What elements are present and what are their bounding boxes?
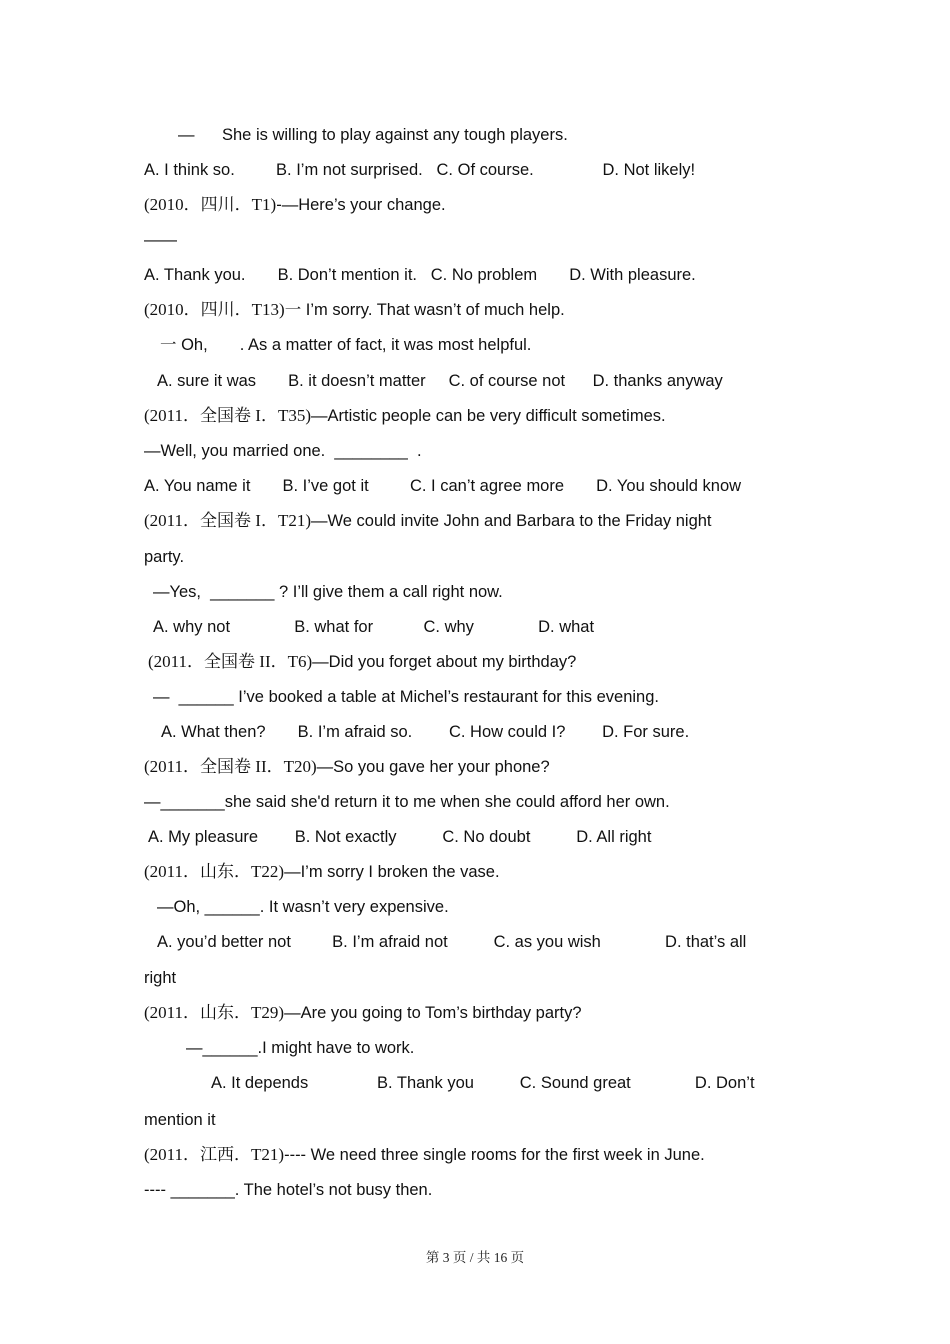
dialogue-line: 一 Oh, . As a matter of fact, it was most helpful. (160, 336, 532, 354)
question-source: (2011．山东．T29) (144, 1003, 285, 1022)
question-source: (2011．全国卷 I．T35) (144, 406, 311, 425)
question-source: (2011．全国卷 I．T21) (144, 511, 311, 530)
answer-options: A. you’d better not B. I’m afraid not C. as you wish D. that’s all (157, 933, 747, 951)
question-line (144, 757, 550, 777)
question-line (144, 195, 446, 215)
question-line (144, 511, 712, 531)
answer-options: A. sure it was B. it doesn’t matter C. of course not D. thanks anyway (157, 372, 723, 390)
question-text: —Did you forget about my birthday? (312, 653, 577, 671)
question-text: —I’m sorry I broken the vase. (284, 863, 500, 881)
question-source: (2010．四川．T13) (144, 300, 285, 319)
question-text: —We could invite John and Barbara to the Friday night (311, 512, 712, 530)
question-line (144, 406, 666, 426)
dialogue-line: — ______ I’ve booked a table at Michel’s restaurant for this evening. (153, 688, 659, 706)
question-source: (2011．江西．T21) (144, 1145, 285, 1164)
question-text: 一 I’m sorry. That wasn’t of much help. (284, 301, 565, 319)
question-source: (2011．全国卷 II．T20) (144, 757, 317, 776)
dialogue-line: — She is willing to play against any tough players. (178, 126, 568, 144)
answer-options: A. I think so. B. I’m not surprised. C. Of course. D. Not likely! (144, 161, 696, 179)
dialogue-line: —______.I might have to work. (186, 1039, 415, 1057)
answer-options: A. My pleasure B. Not exactly C. No doubt D. All right (148, 828, 652, 846)
question-source: (2011．山东．T22) (144, 862, 285, 881)
answer-options: A. Thank you. B. Don’t mention it. C. No problem D. With pleasure. (144, 266, 696, 284)
page-number-footer: 第 3 页 / 共 16 页 (425, 1250, 525, 1265)
answer-options: A. It depends B. Thank you C. Sound great D. Don’t (211, 1074, 755, 1092)
question-text: —Artistic people can be very difficult sometimes. (311, 407, 666, 425)
question-line (148, 652, 576, 672)
question-line (144, 300, 565, 320)
question-text: -—Here’s your change. (276, 196, 446, 214)
answer-options: A. why not B. what for C. why D. what (153, 618, 595, 636)
answer-options: A. You name it B. I’ve got it C. I can’t agree more D. You should know (144, 477, 742, 495)
question-line (144, 1003, 582, 1023)
dialogue-line: —— (144, 231, 177, 249)
answer-options: A. What then? B. I’m afraid so. C. How could I? D. For sure. (161, 723, 690, 741)
question-line (144, 1145, 705, 1165)
question-text: ---- We need three single rooms for the first week in June. (284, 1146, 705, 1164)
question-source: (2011．全国卷 II．T6) (148, 652, 313, 671)
answer-options-continued: right (144, 969, 177, 987)
answer-options-continued: mention it (144, 1111, 216, 1129)
question-text: —Are you going to Tom’s birthday party? (284, 1004, 582, 1022)
question-source: (2010．四川．T1) (144, 195, 277, 214)
dialogue-line: —Well, you married one. ________ . (144, 442, 422, 460)
dialogue-line: —Oh, ______. It wasn’t very expensive. (157, 898, 449, 916)
dialogue-line: —_______she said she'd return it to me when she could afford her own. (144, 793, 670, 811)
dialogue-line: —Yes, _______ ? I’ll give them a call right now. (153, 583, 503, 601)
dialogue-line: ---- _______. The hotel’s not busy then. (144, 1181, 433, 1199)
question-text-continued: party. (144, 548, 185, 566)
question-text: —So you gave her your phone? (316, 758, 550, 776)
question-line (144, 862, 500, 882)
